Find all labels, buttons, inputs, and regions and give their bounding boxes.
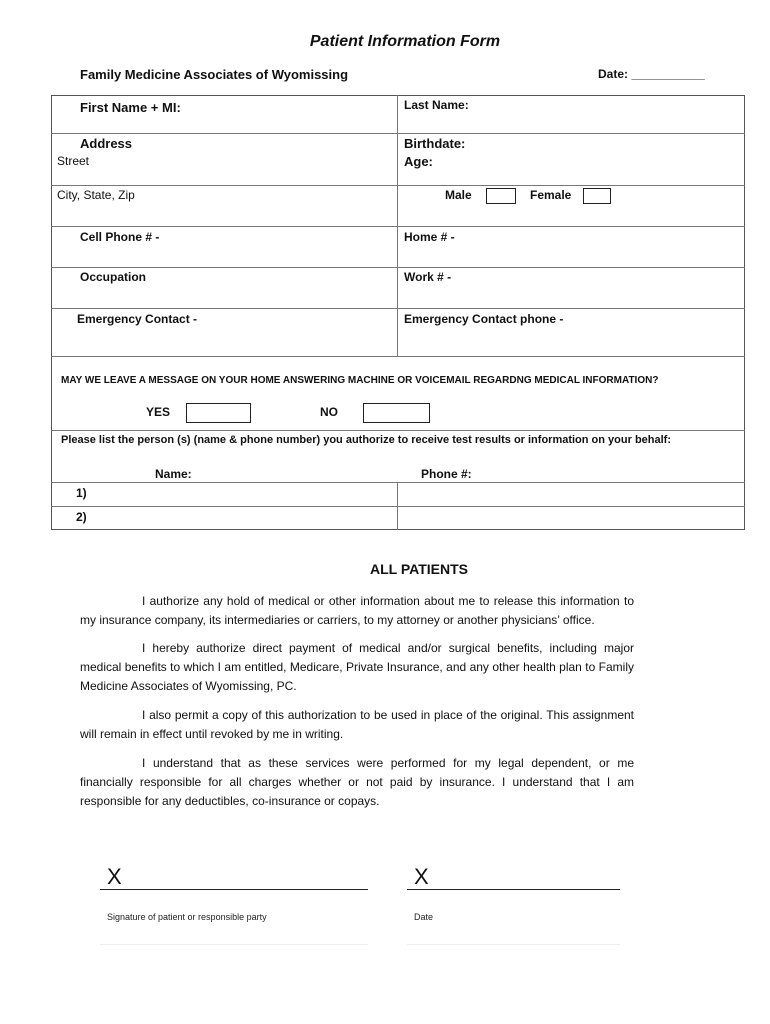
authorize-prompt: Please list the person (s) (name & phone number) you authorize to receive test results or information on your behalf: xyxy=(61,434,671,446)
column-divider xyxy=(397,482,398,530)
date-signature-line[interactable] xyxy=(407,889,620,890)
emergency-contact-field[interactable]: Emergency Contact - xyxy=(77,312,198,326)
row-divider xyxy=(51,482,745,483)
all-patients-heading: ALL PATIENTS xyxy=(370,561,468,577)
copy-paragraph: I also permit a copy of this authorization to be used in place of the original. This assignment will remain in effect until revoked by me in writing. xyxy=(80,708,634,741)
occupation-field[interactable]: Occupation xyxy=(80,270,147,284)
work-phone-field[interactable]: Work # - xyxy=(404,270,452,284)
address-label: Address xyxy=(80,136,133,151)
row-divider xyxy=(51,308,745,309)
divider xyxy=(100,944,368,945)
signature-x-mark: X xyxy=(107,864,122,889)
authorized-row-1[interactable]: 1) xyxy=(76,486,87,500)
no-label: NO xyxy=(320,405,338,419)
row-divider xyxy=(51,185,745,186)
row-divider xyxy=(51,267,745,268)
practice-name: Family Medicine Associates of Wyomissing xyxy=(80,67,349,82)
male-checkbox[interactable] xyxy=(486,188,516,204)
cell-phone-field[interactable]: Cell Phone # - xyxy=(80,230,160,244)
name-column-header: Name: xyxy=(155,467,192,481)
date-field[interactable]: Date: ___________ xyxy=(598,67,705,81)
city-state-zip-field[interactable]: City, State, Zip xyxy=(57,188,135,202)
row-divider xyxy=(51,133,745,134)
row-divider xyxy=(51,356,745,357)
responsibility-paragraph: I understand that as these services were performed for my legal dependent, or me financially responsible for all charges whether or not paid by insurance. I understand that I am responsible for any deductibles, co-insurance or copays. xyxy=(80,756,634,808)
no-checkbox[interactable] xyxy=(363,403,430,423)
patient-signature-caption: Signature of patient or responsible party xyxy=(107,912,267,922)
female-checkbox[interactable] xyxy=(583,188,611,204)
date-caption: Date xyxy=(414,912,434,922)
street-field[interactable]: Street xyxy=(57,154,90,168)
patient-signature-line[interactable] xyxy=(100,889,368,890)
page-title: Patient Information Form xyxy=(309,33,501,50)
yes-label: YES xyxy=(146,405,171,419)
female-label: Female xyxy=(530,188,572,202)
row-divider xyxy=(51,430,745,431)
age-field[interactable]: Age: xyxy=(404,154,433,169)
payment-paragraph: I hereby authorize direct payment of medical and/or surgical benefits, including major medical benefits to which I am entitled, Medicare, Private Insurance, and any other health plan to Family Medicine Associates of Wyomissing, PC. xyxy=(80,641,634,693)
row-divider xyxy=(51,226,745,227)
birthdate-field[interactable]: Birthdate: xyxy=(404,136,466,151)
male-label: Male xyxy=(445,188,472,202)
emergency-phone-field[interactable]: Emergency Contact phone - xyxy=(404,312,564,326)
date-x-mark: X xyxy=(414,864,429,889)
last-name-field[interactable]: Last Name: xyxy=(404,98,469,112)
divider xyxy=(407,944,620,945)
message-question: MAY WE LEAVE A MESSAGE ON YOUR HOME ANSWERING MACHINE OR VOICEMAIL REGARDNG MEDICAL INFORMATION? xyxy=(61,375,659,386)
column-divider xyxy=(397,95,398,356)
authorized-row-2[interactable]: 2) xyxy=(76,510,87,524)
row-divider xyxy=(51,506,745,507)
home-phone-field[interactable]: Home # - xyxy=(404,230,455,244)
phone-column-header: Phone #: xyxy=(421,467,472,481)
yes-checkbox[interactable] xyxy=(186,403,251,423)
authorization-paragraph: I authorize any hold of medical or other information about me to release this information to my insurance company, its intermediaries or carriers, to my attorney or another physicians’ office. xyxy=(80,594,634,627)
first-name-field[interactable]: First Name + MI: xyxy=(80,100,181,115)
